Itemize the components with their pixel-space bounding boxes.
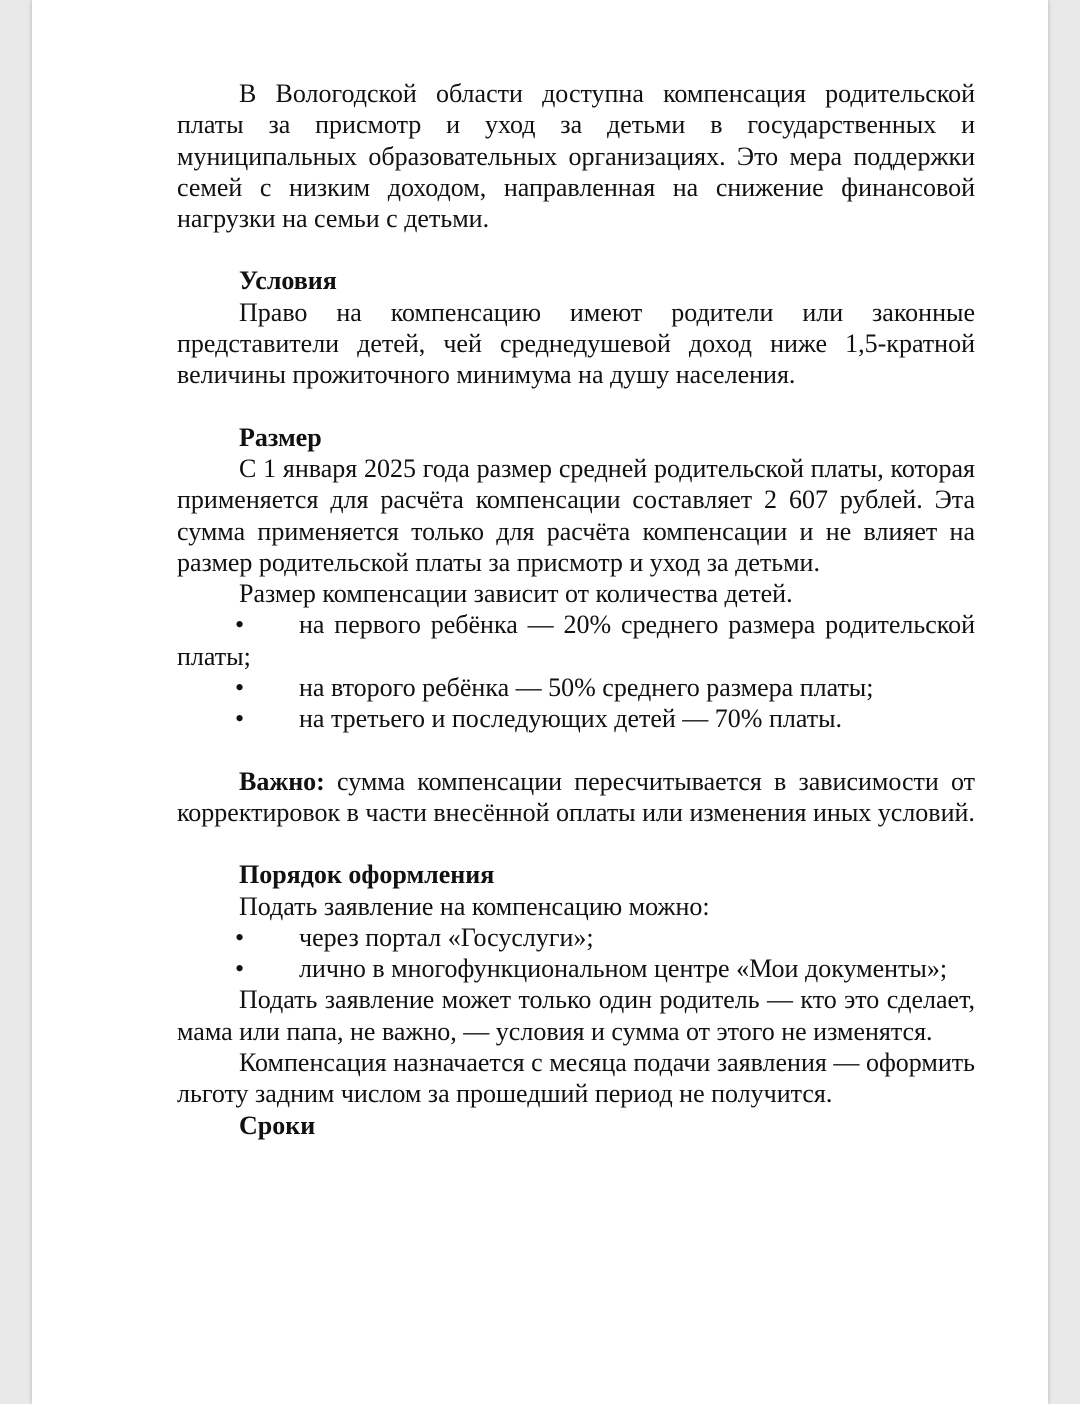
list-item-text: на первого ребёнка — 20% среднего размера родительской платы;	[177, 610, 975, 671]
spacer	[177, 234, 975, 265]
list-item-text: лично в многофункциональном центре «Мои документы»;	[299, 954, 948, 984]
procedure-paragraph: Подать заявление может только один родитель — кто это сделает, мама или папа, не важно, — условия и сумма от этого не изменятся.	[177, 985, 975, 1046]
size-paragraph: С 1 января 2025 года размер средней родительской платы, которая применяется для расчёта компенсации составляет 2 607 рублей. Эта сумма применяется только для расчёта компенсации и не влияет на размер родительской платы за присмотр и уход за детьми.	[177, 453, 975, 577]
spacer	[177, 828, 975, 859]
application-methods-list	[177, 922, 975, 985]
bullet-icon: •	[235, 610, 245, 640]
compensation-list	[177, 609, 975, 734]
bullet-icon: •	[235, 954, 245, 984]
important-label: Важно:	[239, 766, 325, 796]
size-dependency-paragraph: Размер компенсации зависит от количества детей.	[239, 579, 793, 609]
important-paragraph	[177, 766, 975, 829]
terms-heading: Сроки	[239, 1110, 316, 1140]
document-body	[177, 78, 975, 1141]
conditions-paragraph: Право на компенсацию имеют родители или законные представители детей, чей среднедушевой доход ниже 1,5-кратной величины прожиточного минимума на душу населения.	[177, 297, 975, 390]
procedure-paragraph: Компенсация назначается с месяца подачи заявления — оформить льготу задним числом за прошедший период не получится.	[177, 1048, 975, 1109]
list-item	[177, 672, 975, 703]
procedure-heading: Порядок оформления	[239, 860, 495, 890]
size-heading: Размер	[239, 422, 322, 452]
important-text: сумма компенсации пересчитывается в зависимости от корректировок в части внесённой оплаты или изменения иных условий.	[177, 766, 975, 827]
bullet-icon: •	[235, 922, 245, 952]
document-page	[32, 0, 1048, 1404]
list-item	[177, 922, 975, 953]
conditions-heading: Условия	[239, 266, 337, 296]
list-item	[177, 609, 975, 672]
list-item	[177, 703, 975, 734]
procedure-intro: Подать заявление на компенсацию можно:	[239, 891, 710, 921]
bullet-icon: •	[235, 704, 245, 734]
intro-paragraph: В Вологодской области доступна компенсация родительской платы за присмотр и уход за детьми в государственных и муниципальных образовательных организациях. Это мера поддержки семей с низким доходом, направленная на снижение финансовой нагрузки на семьи с детьми.	[177, 79, 975, 234]
spacer	[177, 735, 975, 766]
list-item-text: через портал «Госуслуги»;	[299, 922, 594, 952]
list-item-text: на третьего и последующих детей — 70% платы.	[299, 704, 843, 734]
spacer	[177, 391, 975, 422]
bullet-icon: •	[235, 673, 245, 703]
list-item-text: на второго ребёнка — 50% среднего размера платы;	[299, 673, 874, 703]
list-item	[177, 953, 975, 984]
